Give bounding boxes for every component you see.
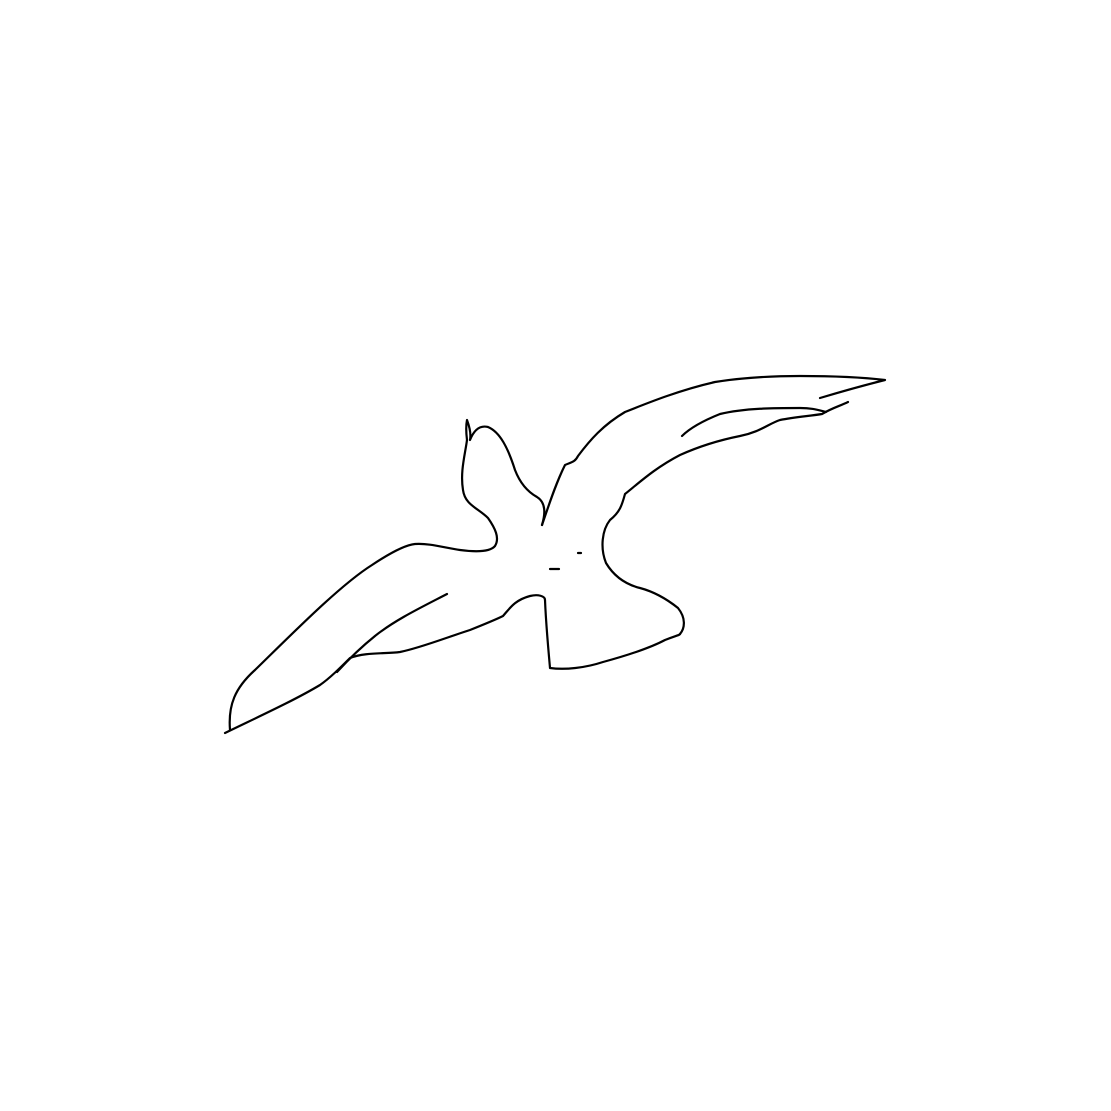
left-wing-feather-stroke <box>337 594 447 672</box>
right-wing-trailing-stroke <box>603 402 848 634</box>
left-wing-outer-stroke <box>230 440 497 730</box>
right-wing-front-stroke <box>542 376 885 525</box>
bird-sketch-icon <box>225 376 885 733</box>
tail-stroke <box>545 600 680 669</box>
left-wing-inner-stroke <box>225 595 545 733</box>
